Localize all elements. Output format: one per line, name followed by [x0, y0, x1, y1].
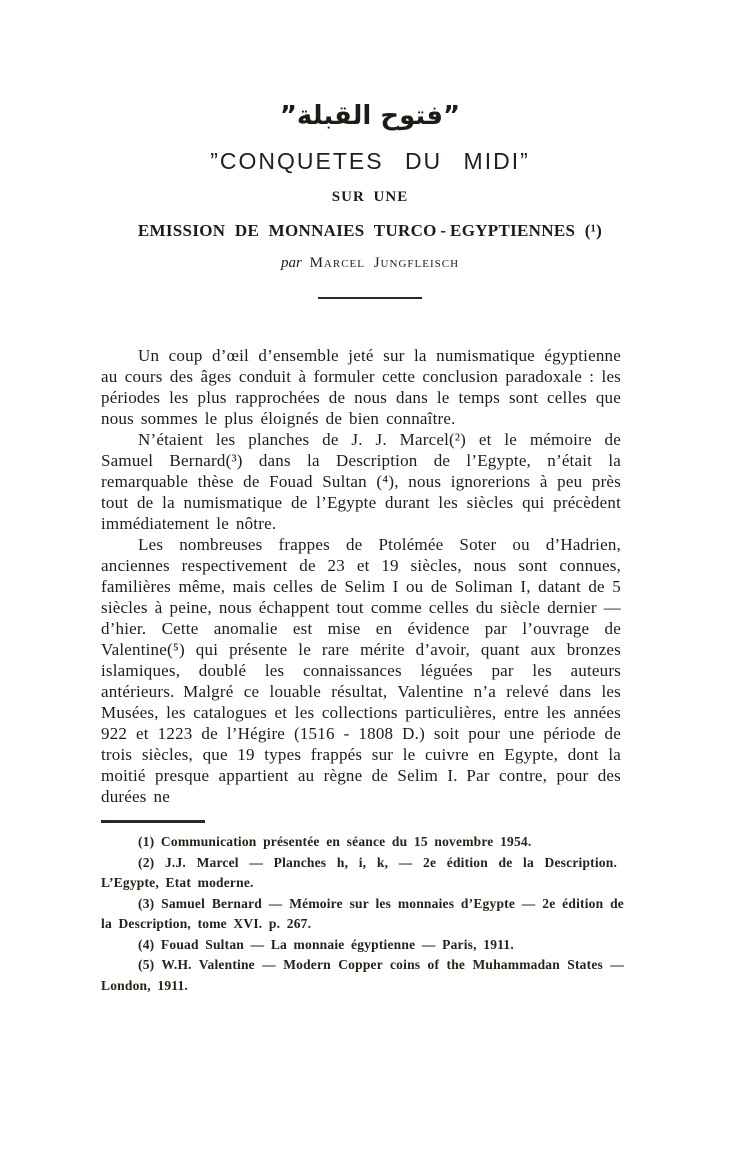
header-divider [318, 297, 422, 299]
body-paragraph: Un coup d’œil d’ensemble jeté sur la numismatique égyptienne au cours des âges conduit à formuler cette conclusion paradoxale : les périodes les plus rapprochées de nous dans le temps sont celles que nous sommes le plus éloignés de bien connaître. [101, 346, 621, 428]
body-paragraph: Les nombreuses frappes de Ptolémée Soter ou d’Hadrien, anciennes respectivement de 23 et 19 siècles, nous sont connues, familières même, mais celles de Selim I ou de Soliman I, datant de 5 siècles à peine, nous échappent tout comme celles du siècle dernier — d’hier. Cette anomalie est mise en évidence par l’ouvrage de Valentine(⁵) qui présente le rare mérite d’avoir, quant aux bronzes islamiques, doublé les connaissances léguées par les auteurs antérieurs. Malgré ce louable résultat, Valentine n’a relevé dans les Musées, les catalogues et les collections particulières, entre les années 922 et 1223 de l’Hégire (1516 - 1808 D.) soit pour une période de trois siècles, que 19 types frappés sur le cuivre en Egypte, dont la moitié presque appartient au règne de Selim I. Par contre, pour des durées ne [101, 535, 621, 806]
body-paragraph: N’étaient les planches de J. J. Marcel(²) et le mémoire de Samuel Bernard(³) dans la Description de l’Egypte, n’était la remarquable thèse de Fouad Sultan (⁴), nous ignorerions à peu près tout de la numismatique de l’Egypte durant les siècles qui précèdent immédiatement le nôtre. [101, 430, 621, 533]
footnote-item: (2) J.J. Marcel — Planches h, i, k, — 2e édition de la Description. L’Egypte, Etat moderne. [101, 854, 624, 890]
byline-author: Marcel Jungfleisch [309, 255, 460, 271]
main-title: ”CONQUETES DU MIDI” [210, 148, 530, 174]
article-body [101, 345, 621, 807]
footnotes-section [101, 832, 624, 996]
subtitle-emission: EMISSION DE MONNAIES TURCO - EGYPTIENNES (¹) [137, 221, 603, 240]
footnote-item: (1) Communication présentée en séance du 15 novembre 1954. [138, 834, 532, 849]
footnote-divider [101, 820, 205, 823]
footnote-item: (3) Samuel Bernard — Mémoire sur les monnaies d’Egypte — 2e édition de la Description, tome XVI. p. 267. [101, 895, 624, 931]
subtitle-sur-une: SUR UNE [331, 189, 409, 205]
footnote-item: (5) W.H. Valentine — Modern Copper coins of the Muhammadan States — London, 1911. [101, 957, 624, 993]
byline-prefix: par [280, 255, 302, 271]
arabic-title: ”فتوح القبلة” [279, 101, 461, 131]
footnote-item: (4) Fouad Sultan — La monnaie égyptienne — Paris, 1911. [138, 936, 514, 952]
byline [0, 253, 740, 273]
article-header [0, 0, 740, 299]
